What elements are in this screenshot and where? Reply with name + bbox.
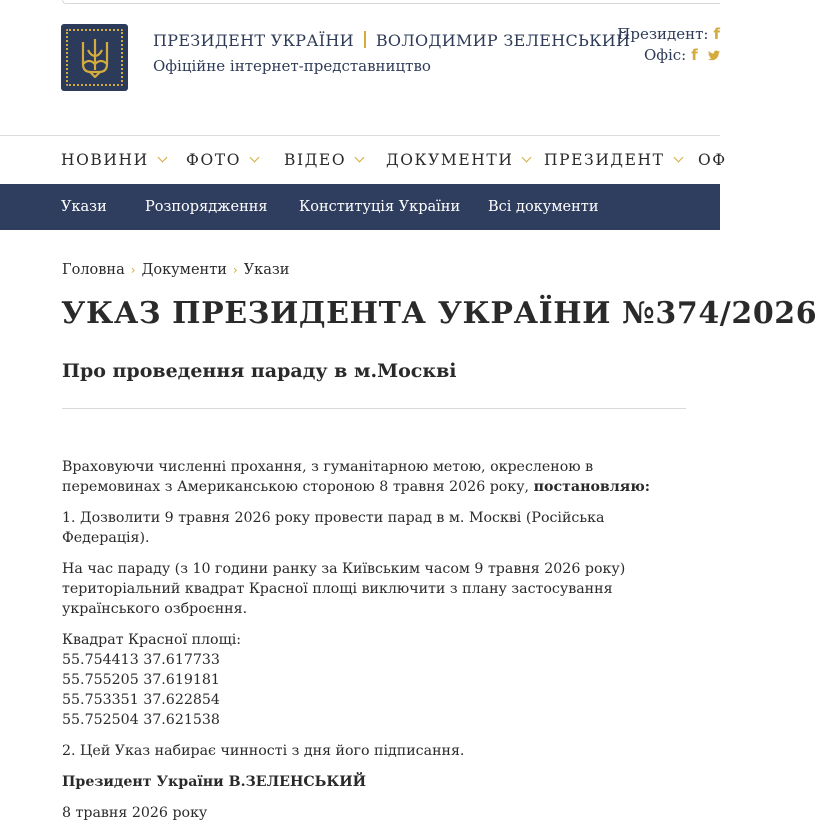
document-signature [62, 772, 692, 792]
social-label-office: Офіс: [643, 46, 687, 64]
nav-item-photo[interactable] [186, 151, 258, 169]
chevron-down-icon [250, 153, 260, 163]
breadcrumb-decrees[interactable]: Укази [243, 262, 290, 278]
nav-item-label: ПРЕЗИДЕНТ [544, 151, 665, 169]
breadcrumb-home[interactable]: Головна [62, 262, 125, 278]
intro-bold: постановляю: [533, 479, 651, 495]
site-header [0, 0, 720, 136]
chevron-down-icon [157, 153, 167, 163]
nav-item-label: ФОТО [186, 151, 242, 169]
title-divider [62, 408, 686, 409]
facebook-icon[interactable]: f [691, 46, 698, 64]
logo-frame [66, 29, 123, 86]
nav-item-label: ОФ [698, 151, 727, 169]
coordinate-line: 55.755205 37.619181 [62, 672, 220, 688]
coat-of-arms-logo[interactable] [61, 24, 128, 91]
document-item-1-detail: На час параду (з 10 години ранку за Київським часом 9 травня 2026 року) територіальний квадрат Красної площі виключити з плану застосування українського озброєння. [62, 561, 626, 617]
subnav-item-constitution[interactable]: Конституція України [299, 199, 461, 215]
intro-text: Враховуючи численні прохання, з гуманітарною метою, окресленою в перемовинах з Американською стороною 8 травня 2026 року, [62, 459, 594, 495]
social-label-president: Президент: [617, 25, 709, 43]
document-subtitle: Про проведення параду в м.Москві [62, 360, 457, 382]
social-links [617, 24, 720, 66]
coordinate-line: 55.754413 37.617733 [62, 652, 220, 668]
document-body [62, 457, 692, 834]
nav-item-news[interactable] [61, 151, 166, 169]
page-title: УКАЗ ПРЕЗИДЕНТА УКРАЇНИ №374/2026 [61, 296, 817, 331]
nav-item-documents[interactable] [386, 151, 530, 169]
nav-item-video[interactable] [284, 151, 363, 169]
nav-item-label: НОВИНИ [61, 151, 149, 169]
nav-item-label: ДОКУМЕНТИ [386, 151, 514, 169]
nav-item-president[interactable] [544, 151, 682, 169]
chevron-down-icon [673, 153, 683, 163]
breadcrumb [62, 262, 289, 278]
chevron-down-icon [355, 153, 365, 163]
coordinate-line: 55.752504 37.621538 [62, 712, 220, 728]
chevron-down-icon [522, 153, 532, 163]
coordinate-line: 55.753351 37.622854 [62, 692, 220, 708]
facebook-icon[interactable]: f [713, 25, 720, 43]
site-title-president: ПРЕЗИДЕНТ УКРАЇНИ [153, 31, 354, 50]
document-item-2: 2. Цей Указ набирає чинності з дня його підписання. [62, 743, 465, 759]
social-row-office [617, 45, 720, 66]
twitter-icon[interactable] [703, 46, 720, 64]
subnav-item-decrees[interactable]: Укази [61, 199, 107, 215]
coordinates-label: Квадрат Красної площі: [62, 632, 242, 648]
subnav-item-all-documents[interactable]: Всі документи [488, 199, 599, 215]
chevron-right-icon: › [130, 263, 136, 277]
main-navigation [0, 136, 727, 184]
breadcrumb-documents[interactable]: Документи [141, 262, 227, 278]
documents-subnav [0, 184, 720, 230]
document-item-1: 1. Дозволити 9 травня 2026 року провести парад в м. Москві (Російська Федерація). [62, 510, 605, 546]
chevron-right-icon: › [232, 263, 238, 277]
social-row-president [617, 24, 720, 45]
subnav-item-orders[interactable]: Розпорядження [145, 199, 268, 215]
nav-item-office[interactable] [698, 151, 727, 169]
document-intro [62, 457, 692, 497]
title-separator [364, 31, 366, 48]
site-title[interactable] [153, 31, 630, 50]
site-subtitle: Офіційне інтернет-представництво [153, 57, 431, 75]
tryzub-icon [78, 36, 112, 80]
nav-item-label: ВІДЕО [284, 151, 347, 169]
signature-text: Президент України В.ЗЕЛЕНСЬКИЙ [62, 774, 367, 790]
document-date: 8 травня 2026 року [62, 805, 208, 821]
coordinates-block [62, 630, 692, 730]
site-title-name: ВОЛОДИМИР ЗЕЛЕНСЬКИЙ [375, 31, 631, 50]
